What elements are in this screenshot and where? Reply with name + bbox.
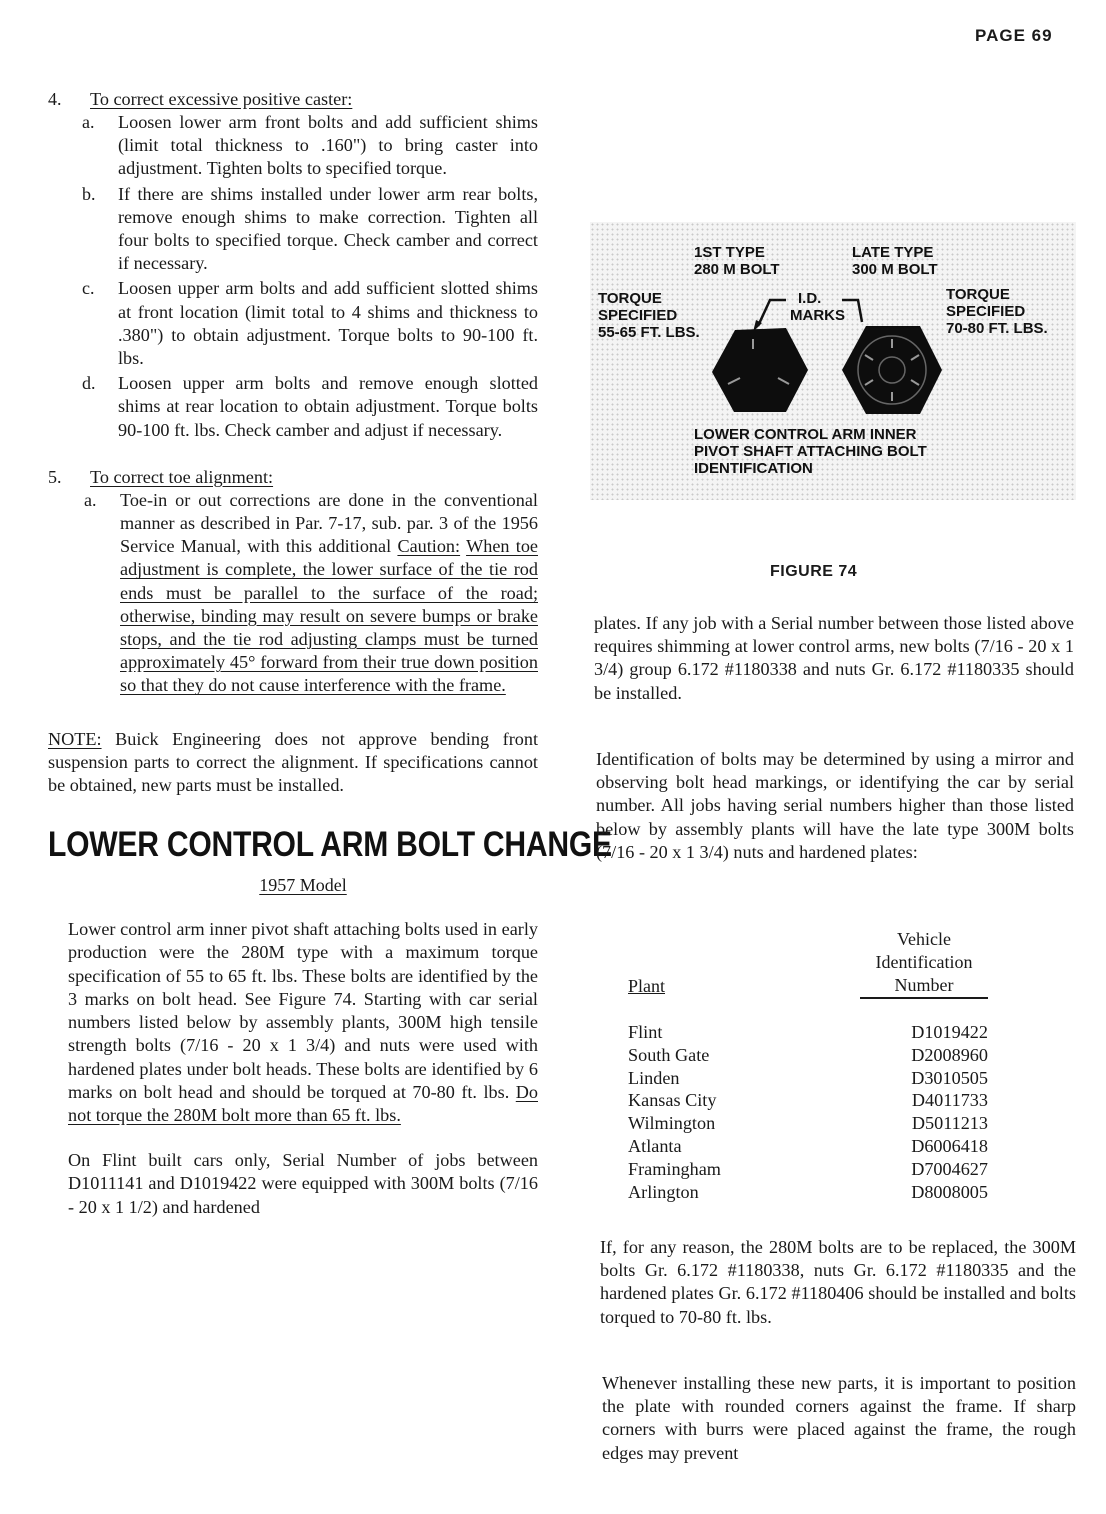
paragraph-text: Lower control arm inner pivot shaft attaching bolts used in early production were the 280M type with a maximum torque specification of 55 to 65 ft. lbs. These bolts are identified by the 3 marks on bolt head. See Figure 74. Starting with car serial numbers listed below by assembly plants, 300M high tensile strength bolts (7/16 - 20 x 1 3/4) and nuts were used with hardened plates under bolt heads. These bolts are identified by 6 marks on bolt head and should be torqued at 70-80 ft. lbs.	[68, 919, 538, 1102]
sub-letter: a.	[82, 112, 95, 132]
sub-text: Loosen upper arm bolts and add sufficient slotted shims at front location (limit total to 4 shims and thickness to .380") to obtain adjustment. Torque bolts to 90-100 ft. lbs.	[118, 278, 538, 369]
figure-74-bolt-identification	[590, 222, 1076, 500]
plant-name: Kansas City	[628, 1090, 717, 1111]
plant-name: Arlington	[628, 1181, 699, 1202]
torque-warning: Do not torque the 280M bolt more than 65 ft. lbs.	[68, 1081, 538, 1125]
figure-title: FIGURE 74	[770, 563, 858, 580]
left-column	[48, 88, 612, 1219]
sub-item-c	[80, 277, 538, 370]
table-row	[628, 1067, 988, 1090]
sub-letter: c.	[82, 278, 95, 299]
table-row	[628, 1135, 988, 1158]
plant-name: Linden	[628, 1067, 680, 1088]
paragraph-plate-position: Whenever installing these new parts, it is important to position the plate with rounded corners against the frame. If sharp corners with burrs were placed against the frame, the rough edges may prevent	[602, 1373, 1076, 1463]
paragraph-flint: On Flint built cars only, Serial Number of jobs between D1011141 and D1019422 were equipped with 300M bolts (7/16 - 20 x 1 1/2) and hardened	[68, 1150, 538, 1217]
table-row	[628, 1112, 988, 1135]
bolt-280m-icon	[712, 328, 808, 412]
sub-text-main: Toe-in or out corrections are done in the conventional manner as described in Par. 7-17, sub. par. 3 of the 1956 Service Manual, with this additional	[120, 489, 538, 557]
table-row	[628, 1181, 988, 1204]
vin-value: D8008005	[911, 1181, 988, 1202]
plant-name: Atlanta	[628, 1135, 682, 1156]
table-row	[628, 1158, 988, 1181]
vin-value: D5011213	[911, 1113, 988, 1134]
sub-letter: a.	[84, 489, 97, 510]
sub-letter: d.	[82, 373, 96, 394]
step-5	[48, 466, 538, 698]
serial-number-table	[628, 928, 988, 1203]
note-text: Buick Engineering does not approve bending front suspension parts to correct the alignment. If specifications cannot be obtained, new parts must be installed.	[48, 728, 538, 796]
note-label: NOTE:	[48, 728, 102, 749]
sub-letter: b.	[82, 183, 96, 204]
bolt-300m-icon	[842, 326, 942, 414]
paragraph-bolt-history	[48, 918, 538, 1127]
plant-name: South Gate	[628, 1044, 710, 1065]
step-number: 5.	[48, 466, 62, 487]
paragraph-identification: Identification of bolts may be determined by using a mirror and observing bolt head markings, or identifying the car by serial number. All jobs having serial numbers higher than those listed below by assembly plants will have the late type 300M bolts (7/16 - 20 x 1 3/4) nuts and hardened plates:	[596, 749, 1074, 862]
column-header-plant: Plant	[628, 976, 666, 996]
sub-item-a	[80, 111, 538, 181]
column-header-vin: Vehicle Identification Number	[860, 928, 988, 999]
page-number: PAGE 69	[975, 26, 1053, 45]
table-row	[628, 1021, 988, 1044]
sub-item-b	[80, 183, 538, 276]
first-type-label: 1ST TYPE 280 M BOLT	[694, 244, 780, 278]
sub-item-a	[82, 489, 538, 698]
vin-value: D4011733	[911, 1090, 988, 1111]
figure-caption: LOWER CONTROL ARM INNER PIVOT SHAFT ATTACHING BOLT IDENTIFICATION	[694, 426, 927, 477]
torque-right-label: TORQUE SPECIFIED 70-80 FT. LBS.	[946, 286, 1048, 337]
torque-left-label: TORQUE SPECIFIED 55-65 FT. LBS.	[598, 290, 700, 341]
sub-text: Loosen upper arm bolts and remove enough slotted shims at rear location to obtain adjustment. Torque bolts 90-100 ft. lbs. Check camber and adjust if necessary.	[118, 373, 538, 440]
plant-name: Framingham	[628, 1158, 721, 1179]
plant-name: Wilmington	[628, 1113, 716, 1134]
paragraph-shimming: plates. If any job with a Serial number between those listed above requires shimming at lower control arms, new bolts (7/16 - 20 x 1 3/4) group 6.172 #1180338 and nuts Gr. 6.172 #1180335 should be installed.	[594, 613, 1074, 703]
caution-text: When toe adjustment is complete, the lower surface of the tie rod ends must be parallel to the surface of the road; otherwise, binding may result on severe bumps or brake stops, and the tie rod adjusting clamps must be turned approximately 45° forward from their true down position so that they do not cause interference with the frame.	[120, 536, 538, 696]
step-number: 4.	[48, 89, 62, 109]
vin-value: D3010505	[911, 1067, 988, 1088]
step-4	[48, 88, 538, 442]
note	[48, 728, 538, 798]
sub-text	[120, 489, 538, 698]
sub-item-d	[80, 372, 538, 442]
plant-name: Flint	[628, 1022, 663, 1042]
vin-value: D7004627	[911, 1158, 988, 1179]
section-title: LOWER CONTROL ARM BOLT CHANGE	[48, 825, 612, 865]
vin-value: D6006418	[911, 1135, 988, 1156]
late-type-label: LATE TYPE 300 M BOLT	[852, 244, 938, 278]
vin-value: D1019422	[911, 1022, 988, 1042]
table-row	[628, 1089, 988, 1112]
id-marks-label: I.D. MARKS	[790, 290, 845, 324]
sub-text: If there are shims installed under lower arm rear bolts, remove enough shims to make correction. Tighten all four bolts to specified torque. Check camber and correct if necessary.	[118, 183, 538, 274]
section-subtitle: 1957 Model	[259, 875, 347, 896]
sub-text: Loosen lower arm front bolts and add sufficient shims (limit total thickness to .160") to bring caster into adjustment. Tighten bolts to specified torque.	[118, 112, 538, 179]
caution-label: Caution:	[397, 536, 461, 557]
step-heading: To correct excessive positive caster:	[90, 89, 353, 109]
paragraph-replacement: If, for any reason, the 280M bolts are to be replaced, the 300M bolts Gr. 6.172 #1180338, nuts Gr. 6.172 #1180335 and the hardened plates Gr. 6.172 #1180406 should be installed and bolts torqued to 70-80 ft. lbs.	[600, 1237, 1076, 1327]
step-heading: To correct toe alignment:	[90, 466, 274, 487]
table-row	[628, 1044, 988, 1067]
vin-value: D2008960	[911, 1044, 988, 1065]
